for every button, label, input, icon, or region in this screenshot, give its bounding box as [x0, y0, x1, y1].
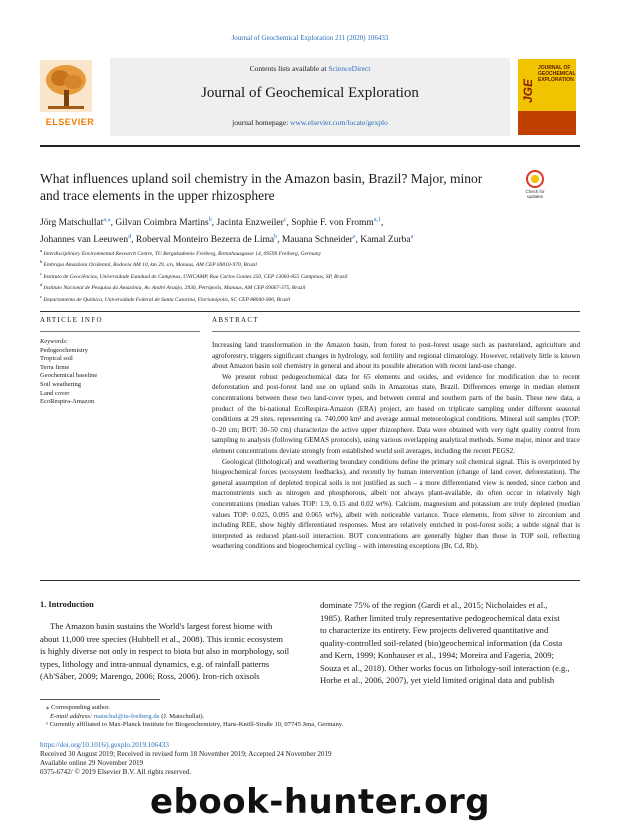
publication-info	[40, 741, 580, 777]
received-line: Received 30 August 2019; Received in revised form 18 November 2019; Accepted 24 November 2019	[40, 750, 332, 758]
elsevier-tree-icon	[40, 60, 92, 112]
author-sup[interactable]: a,1	[373, 217, 381, 223]
cover-band	[518, 111, 576, 135]
body-line: and Kern, 1999; Konhauser et al., 1994; Moreira and Fageria, 2009;	[320, 650, 554, 661]
affiliation: $^a$ Interdisciplinary Environmental Research Centre, TU Bergakademie Freiberg, Brennhausgasse 14, 09599 Freiberg, Germany	[40, 248, 321, 257]
check-updates-label: Check for updates	[525, 189, 545, 199]
copyright-line: 0375-6742/ © 2019 Elsevier B.V. All rights reserved.	[40, 768, 192, 776]
contents-line	[110, 64, 510, 73]
author-sup[interactable]: c	[283, 217, 287, 223]
online-line: Available online 29 November 2019	[40, 759, 144, 767]
author-sup[interactable]: d	[128, 234, 132, 241]
author[interactable]: Johannes van Leeuwen	[40, 235, 129, 246]
check-updates-icon	[526, 170, 544, 188]
abstract-heading: ABSTRACT	[212, 316, 259, 324]
author[interactable]: Kamal Zurba	[360, 235, 411, 246]
homepage-prefix: journal homepage:	[232, 118, 291, 127]
body-line: (Ab'Sáber, 2009; Marengo, 2006; Ross, 2006). Iron-rich oxisols	[40, 671, 260, 682]
author[interactable]: Roberval Monteiro Bezerra de Lima	[135, 235, 275, 246]
abstract-paragraph: Increasing land transformation in the Amazon basin, from forest to post-forest usage such as pastureland, agriculture and agroforestry, triggers significant changes in hydrology, soil fertility and regional climatology. However, relatively little is known about Amazon basin soil chemistry in general and about its possible alteration with recent land-use change.	[212, 341, 580, 371]
keywords-label: Keywords:	[40, 338, 68, 345]
footnote-rule	[40, 699, 160, 700]
keywords-block	[40, 338, 200, 407]
abstract-rule	[212, 331, 580, 332]
elsevier-wordmark: ELSEVIER	[45, 117, 95, 127]
body-line: types, lithology and intra-annual dynamics, e.g. of rainfall patterns	[40, 658, 270, 669]
masthead	[110, 58, 510, 136]
article-info-rule	[40, 331, 200, 332]
abstract-body	[212, 340, 580, 552]
affiliation-list	[40, 247, 580, 304]
article-info-heading: ARTICLE INFO	[40, 316, 103, 324]
body-line: The Amazon basin sustains the World's largest forest biome with	[50, 621, 273, 631]
affiliation: $^b$ Embrapa Amazônia Ocidental, Rodovia AM 10, km 29, s/n, Manaus, AM CEP 69010-970, Brazil	[40, 259, 257, 269]
email-link[interactable]: matschul@tu-freiberg.de	[93, 712, 160, 720]
affiliation: $^c$ Instituto de Geociências, Universidade Estadual de Campinas, UNICAMP, Rua Carlos Gomes 250, CEP 13083-855 Campinas, SP, Brazil	[40, 270, 348, 280]
section-divider	[40, 311, 580, 312]
keyword: Soil weathering	[40, 380, 81, 388]
author[interactable]: Sophie F. von Fromm	[291, 218, 374, 229]
cover-title: JOURNAL OF GEOCHEMICAL EXPLORATION	[538, 65, 576, 83]
body-line: Souza et al., 2018). Other works focus on lithology-soil interaction (e.g.,	[320, 662, 570, 673]
elsevier-logo	[40, 60, 100, 132]
author[interactable]: Jacinta Enzweiler	[216, 218, 284, 229]
doi-link[interactable]: https://doi.org/10.1016/j.gexplo.2019.106433	[40, 741, 169, 749]
keyword: Land cover	[40, 389, 70, 397]
homepage-link[interactable]: www.elsevier.com/locate/gexplo	[290, 118, 388, 127]
keyword: Geochemical baseline	[40, 372, 98, 380]
author-list: Jörg Matschullat$^{a,⁎}$, Gilvan Coimbra Martins$^b$, Jacinta Enzweiler$^c$, Sophie F. von Fromm$^{a,1}$, Johannes van Leeuwen$^d$, Roberval Monteiro Bezerra de Lima$^b$, Mauana Schneider$^e$, Kamal Zurba$^a$	[40, 217, 414, 246]
check-updates-badge[interactable]	[522, 170, 548, 199]
author-sup[interactable]: b	[208, 217, 212, 223]
author[interactable]: Jörg Matschullat	[40, 218, 104, 229]
journal-citation[interactable]: Journal of Geochemical Exploration 211 (2020) 106433	[231, 34, 389, 42]
footnote-affiliation: ¹ Currently affiliated to Max-Planck Institute for Biogeochemistry, Hans-Knöll-Straße 10, 07745 Jena, Germany.	[46, 721, 344, 729]
body-line: dominate 75% of the region (Gardi et al., 2015; Nicholaides et al.,	[320, 600, 548, 610]
body-line: Horbe et al., 2006, 2007), yet yield limited original data and publish	[320, 675, 555, 686]
author[interactable]: Mauana Schneider	[281, 235, 353, 246]
body-line: about 11,000 tree species (Hubbell et al., 2008). This iconic ecosystem	[40, 633, 283, 644]
journal-cover[interactable]	[518, 59, 576, 135]
keyword: Tropical soil	[40, 355, 73, 363]
author-sup[interactable]: a	[410, 234, 414, 241]
intro-left-column	[40, 620, 300, 683]
keyword: Pedogeochemistry	[40, 346, 89, 354]
affiliation: $^d$ Instituto Nacional de Pesquisa da Amazônia, Av. André Araújo, 2936, Petrópolis, Manaus, AM CEP 69067-375, Brazil	[40, 282, 306, 292]
cover-abbrev: JGE	[521, 78, 535, 103]
contents-prefix: Contents lists available at	[249, 64, 329, 73]
article-title: What influences upland soil chemistry in the Amazon basin, Brazil? Major, minor and trace elements in the upper rhizosphere	[40, 171, 483, 203]
abstract-end-rule	[40, 580, 580, 581]
author[interactable]: Gilvan Coimbra Martins	[115, 218, 209, 229]
email-label: E-mail address:	[50, 712, 94, 720]
footnote-email-line	[40, 713, 580, 722]
affiliation: $^e$ Departamento de Química, Universidade Federal de Santa Catarina, Florianópolis, SC CEP 88040-900, Brazil	[40, 293, 291, 303]
abstract-paragraph: Geological (lithological) and weathering boundary conditions define the primary soil chemical signal. This is overprinted by biogeochemical forces (ecosystem feedbacks), and recently by human intervention (change of land cover, deforestation). The general assumption of depleted tropical soils is not justified as such – a more differentiated view is needed, since carbon and macronutrients such as nitrogen and phosphorous, albeit not always plant-available, do often occur in relatively high concentrations (median values TOP: 1.9, 0.15 and 0.02 wt%). Calcium, magnesium and potassium are truly depleted (median values TOP: 0.025, 0.095 and 0.065 wt%), albeit with noticeable variance. Trace elements, from silver to zirconium and including REE, show highly differentiated responses. Most are relatively enriched in post-forest soils; a subtle signal that is interpreted as reduced plant-soil interaction. BOT concentrations are generally higher than those in TOP soil, reflecting weathering conditions and biogeochemical cycling – with interesting exceptions (Br, Cd, Rb).	[212, 457, 580, 551]
keyword: Terra firme	[40, 363, 70, 371]
body-line: quality-controlled soil-related (bio)geochemical information (da Costa	[320, 637, 563, 648]
keyword: EcoRespira-Amazon	[40, 398, 95, 406]
email-owner: (J. Matschullat).	[159, 712, 205, 720]
footnotes	[40, 704, 580, 730]
author-sup[interactable]: e	[352, 234, 356, 241]
body-line: is highly diverse not only in respect to biota but also in morphology, soil	[40, 646, 290, 657]
body-line: to characterize its entirety. Few projects delivered quantitative and	[320, 625, 549, 636]
author-sup[interactable]: a,⁎	[103, 217, 111, 223]
intro-right-column	[320, 599, 580, 687]
introduction-heading: 1. Introduction	[40, 600, 94, 609]
sciencedirect-link[interactable]: ScienceDirect	[328, 64, 371, 73]
watermark: ebook-hunter.org	[150, 782, 491, 822]
body-line: 1985). Rather limited truly representative pedogeochemical data exist	[320, 612, 560, 623]
author-sup[interactable]: b	[274, 234, 278, 241]
abstract-paragraph: We present robust pedogeochemical data for 65 elements and oxides, and evidence for modification due to recent deforestation and post-forest land use on upland soils in Amazonas state, Brazil. Differences emerge in median element concentrations between these two land-cover types, and between central and southern parts of the basin. These new data, a product of the bi-national EcoRespira-Amazon (ERA) project, are based on triplicate sampling under different seasonal conditions at 29 sites, representing ca. 740,000 km² and average annual meteorological conditions. Mineral soil samples (TOP: 0–20 cm; BOT: 30–50 cm) characterize the active upper rhizosphere. Data were obtained with very tight quality control from sampling to analysis (following GEMAS protocols), using various overlapping analytical methods. Some major, minor and trace element concentrations deviate strongly from established world soil averages, including the recent PEGS2.	[212, 372, 580, 455]
journal-name: Journal of Geochemical Exploration	[201, 85, 419, 101]
footnote-corresponding: ⁎ Corresponding author.	[46, 704, 110, 711]
homepage-line	[110, 118, 510, 127]
